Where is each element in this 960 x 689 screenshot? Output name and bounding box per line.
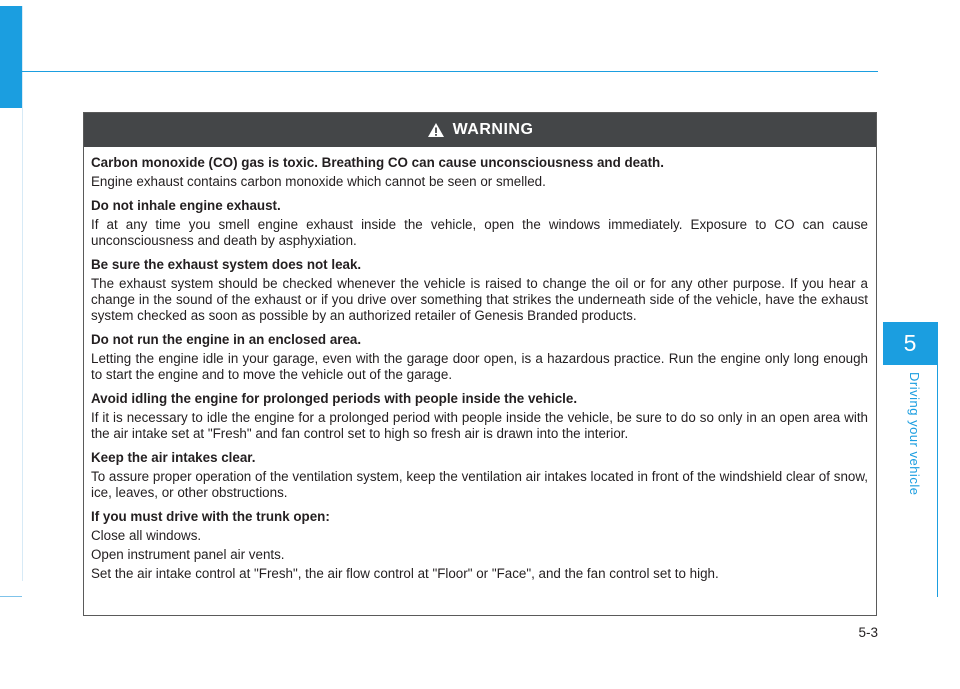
warning-text: The exhaust system should be checked whenever the vehicle is raised to change the oil or for any other purpose. If you hear a change in the sound of the exhaust or if you drive over something that strikes the underneath side of the vehicle, have the exhaust system checked as soon as possible by an authorized retailer of Genesis Branded products. xyxy=(91,276,868,323)
warning-text: To assure proper operation of the ventilation system, keep the ventilation air intakes located in front of the windshield clear of snow, ice, leaves, or other obstructions. xyxy=(91,469,868,500)
warning-heading: Keep the air intakes clear. xyxy=(91,450,256,465)
warning-heading: Carbon monoxide (CO) gas is toxic. Breathing CO can cause unconsciousness and death. xyxy=(91,155,664,170)
warning-label: WARNING xyxy=(452,121,534,138)
header-rule xyxy=(22,71,878,72)
warning-triangle-icon xyxy=(427,122,445,138)
warning-step: Close all windows. xyxy=(91,528,202,543)
left-margin-line xyxy=(22,6,23,581)
warning-heading: Avoid idling the engine for prolonged periods with people inside the vehicle. xyxy=(91,391,578,406)
chapter-number-tab: 5 xyxy=(883,322,937,365)
warning-heading: Be sure the exhaust system does not leak. xyxy=(91,257,362,272)
warning-text: If at any time you smell engine exhaust inside the vehicle, open the windows immediately. Exposure to CO can cause unconsciousness and death by asphyxiation. xyxy=(91,217,868,248)
left-margin-bar xyxy=(0,6,22,108)
warning-text: Engine exhaust contains carbon monoxide which cannot be seen or smelled. xyxy=(91,174,546,189)
left-margin-tick xyxy=(0,596,22,597)
chapter-side-line xyxy=(937,322,938,597)
warning-heading: Do not inhale engine exhaust. xyxy=(91,198,281,213)
warning-step: Set the air intake control at "Fresh", the air flow control at "Floor" or "Face", and the fan control set to high. xyxy=(91,566,719,581)
warning-heading: If you must drive with the trunk open: xyxy=(91,509,330,524)
warning-step: Open instrument panel air vents. xyxy=(91,547,285,562)
warning-text: Letting the engine idle in your garage, even with the garage door open, is a hazardous practice. Run the engine only long enough to start the engine and to move the vehicle out of the garage. xyxy=(91,351,868,382)
warning-box xyxy=(83,112,877,616)
page-number: 5-3 xyxy=(858,625,878,640)
warning-header xyxy=(84,113,876,147)
warning-heading: Do not run the engine in an enclosed area. xyxy=(91,332,362,347)
warning-body xyxy=(84,147,876,582)
chapter-title: Driving your vehicle xyxy=(907,372,922,496)
warning-text: If it is necessary to idle the engine for a prolonged period with people inside the vehicle, be sure to do so only in an open area with the air intake set at "Fresh" and fan control set to high so fresh air is drawn into the interior. xyxy=(91,410,868,441)
